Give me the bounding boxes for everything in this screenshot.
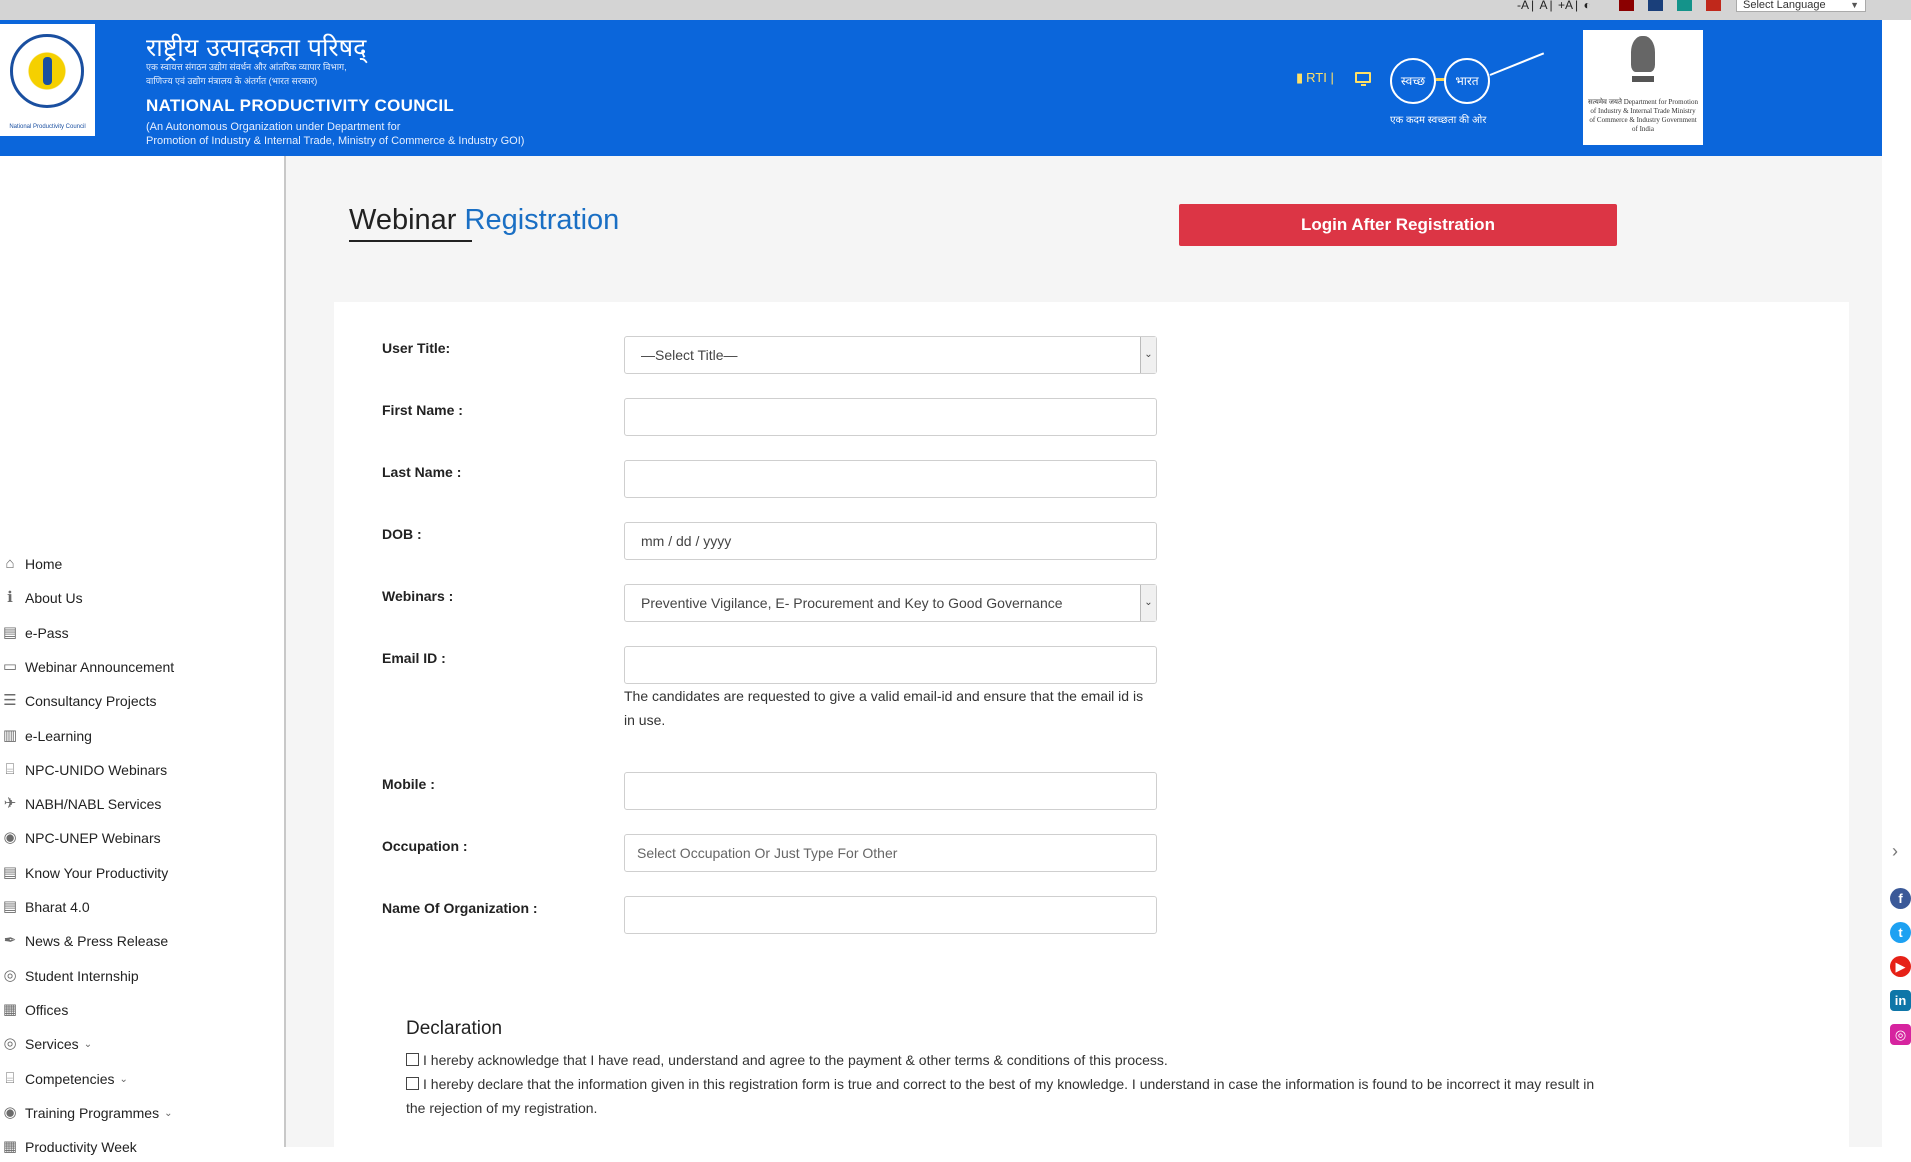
list-icon: ☰ [3, 692, 17, 709]
chevron-down-icon: ⌄ [164, 1107, 173, 1119]
document-icon: ▤ [2, 898, 18, 915]
rti-link[interactable]: ▮ RTI | [1296, 70, 1334, 85]
chevron-down-icon: ⌄ [1140, 337, 1156, 373]
building-icon: ▦ [2, 1001, 18, 1018]
declaration-acknowledge: I hereby acknowledge that I have read, understand and agree to the payment & other terms & conditions of this process. [406, 1048, 1606, 1072]
linkedin-icon[interactable]: in [1890, 990, 1911, 1011]
theme-swatch-blue[interactable] [1648, 0, 1663, 11]
sidebar-item-know-your-productivity[interactable] [0, 861, 168, 885]
document-icon: ▤ [2, 864, 18, 881]
sidebar-item-label: NABH/NABL Services [25, 796, 162, 812]
sidebar-item-label: Home [25, 556, 63, 572]
title-underline [349, 240, 472, 242]
user-title-label: User Title: [382, 340, 451, 356]
acknowledge-checkbox[interactable] [406, 1053, 419, 1066]
npc-emblem-icon [10, 34, 84, 108]
institution-icon: ⌸ [5, 1070, 15, 1087]
contrast-icon[interactable]: ◐ [1583, 0, 1591, 12]
lifebuoy-icon: ◎ [3, 967, 17, 984]
institution-icon: ⌸ [5, 761, 15, 778]
instagram-icon[interactable]: ◎ [1890, 1024, 1911, 1045]
dpiit-emblem: सत्यमेव जयते Department for Promotion of Industry & Internal Trade Ministry of Commerce & Industry Government of India [1583, 30, 1703, 145]
sidebar-item-webinar-announcement[interactable] [0, 655, 174, 679]
organization-input[interactable] [624, 896, 1157, 934]
sidebar-item-productivity-week[interactable] [0, 1135, 137, 1159]
compass-icon: ◉ [3, 1104, 17, 1121]
chevron-down-icon: ⌄ [119, 1073, 128, 1085]
sidebar-item-student-internship[interactable] [0, 964, 139, 988]
sidebar-item-news-press-release[interactable] [0, 929, 168, 953]
sidebar-item-bharat-4-0[interactable] [0, 895, 90, 919]
mobile-label: Mobile : [382, 776, 435, 792]
sidebar-item-label: Bharat 4.0 [25, 899, 90, 915]
hindi-title: राष्ट्रीय उत्पादकता परिषद् [146, 33, 367, 62]
calendar-icon: ▦ [2, 1138, 18, 1155]
decrease-font-button[interactable]: -A [1517, 0, 1529, 12]
webinars-select[interactable]: Preventive Vigilance, E- Procurement and Key to Good Governance ⌄ [624, 584, 1157, 622]
npc-logo[interactable]: National Productivity Council [0, 24, 95, 136]
map-icon: ▥ [2, 727, 18, 744]
theme-swatch-teal[interactable] [1677, 0, 1692, 11]
declare-checkbox[interactable] [406, 1077, 419, 1090]
plane-icon: ✈ [3, 795, 17, 812]
sidebar-item-label: About Us [25, 590, 83, 606]
info-icon: ℹ [7, 589, 13, 606]
sidebar-item-consultancy-projects[interactable] [0, 689, 157, 713]
sidebar-item-label: NPC-UNIDO Webinars [25, 762, 168, 778]
sidebar-item-e-pass[interactable] [0, 621, 69, 645]
site-title: NATIONAL PRODUCTIVITY COUNCIL [146, 96, 455, 115]
sidebar [0, 156, 286, 1155]
last-name-input[interactable] [624, 460, 1157, 498]
home-icon: ⌂ [5, 555, 15, 572]
sidebar-item-label: Webinar Announcement [25, 659, 175, 675]
font-size-controls: -A | A | +A | ◐ [1517, 0, 1591, 12]
sidebar-item-label: Student Internship [25, 968, 139, 984]
normal-font-button[interactable]: A [1539, 0, 1548, 12]
first-name-input[interactable] [624, 398, 1157, 436]
theme-swatch-red[interactable] [1619, 0, 1634, 11]
chevron-down-icon: ⌄ [83, 1038, 93, 1050]
sidebar-item-label: Training Programmes [25, 1105, 160, 1121]
webinars-label: Webinars : [382, 588, 454, 604]
sidebar-item-label: Services [25, 1036, 79, 1052]
registration-form [334, 302, 1849, 1162]
sidebar-item-npc-unep-webinars[interactable] [0, 826, 161, 850]
mobile-input[interactable] [624, 772, 1157, 810]
declaration-true-info: I hereby declare that the information given in this registration form is true and correct to the best of my knowledge. I understand in case the information is found to be incorrect it may result in the rejection of my registration. [406, 1076, 1595, 1116]
page-title: Webinar Registration [349, 204, 620, 236]
sidebar-item-label: e-Learning [25, 728, 92, 744]
sidebar-item-services[interactable] [0, 1032, 92, 1056]
sidebar-item-label: Competencies [25, 1071, 115, 1087]
sidebar-item-training-programmes[interactable] [0, 1101, 172, 1125]
sidebar-item-label: News & Press Release [25, 933, 169, 949]
login-after-registration-button[interactable]: Login After Registration [1179, 204, 1617, 246]
last-name-label: Last Name : [382, 464, 462, 480]
declaration-title: Declaration [406, 1018, 503, 1039]
chevron-right-icon[interactable]: › [1892, 841, 1898, 861]
sidebar-item-about-us[interactable] [0, 586, 83, 610]
national-emblem-icon [1627, 36, 1659, 92]
sidebar-item-label: Offices [25, 1002, 69, 1018]
pen-icon: ✒ [3, 932, 17, 949]
sidebar-item-npc-unido-webinars[interactable] [0, 758, 167, 782]
torch-icon: ▮ [1296, 70, 1304, 85]
compass-icon: ◉ [3, 829, 17, 846]
sidebar-item-offices[interactable] [0, 998, 68, 1022]
main-content [286, 156, 1882, 1147]
sidebar-item-label: Productivity Week [25, 1139, 137, 1155]
theme-swatch-orange[interactable] [1706, 0, 1721, 11]
sidebar-item-home[interactable] [0, 552, 62, 576]
lifebuoy-icon: ◎ [3, 1035, 17, 1052]
chevron-down-icon: ⌄ [1140, 585, 1156, 621]
swachh-bharat-logo: स्वच्छ भारत एक कदम स्वच्छता की ओर [1386, 46, 1556, 126]
email-input[interactable] [624, 646, 1157, 684]
monitor-icon[interactable] [1355, 72, 1371, 83]
chevron-down-icon: ▼ [1850, 0, 1859, 10]
increase-font-button[interactable]: +A [1557, 0, 1573, 12]
sidebar-item-nabh-nabl-services[interactable] [0, 792, 161, 816]
facebook-icon[interactable]: f [1890, 888, 1911, 909]
document-icon: ▤ [2, 624, 18, 641]
monitor-icon: ▭ [2, 658, 18, 675]
sidebar-item-label: NPC-UNEP Webinars [25, 830, 161, 846]
sidebar-item-label: Know Your Productivity [25, 865, 169, 881]
occupation-label: Occupation : [382, 838, 468, 854]
email-label: Email ID : [382, 650, 446, 666]
hindi-subtitle: एक स्वायत्त संगठन उद्योग संवर्धन और आंतरिक व्यापार विभाग, वाणिज्य एवं उद्योग मंत्रालय के अंतर्गत (भारत सरकार) [146, 62, 347, 86]
user-title-select[interactable]: —Select Title— ⌄ [624, 336, 1157, 374]
sidebar-item-label: Consultancy Projects [25, 693, 157, 709]
sidebar-item-competencies[interactable] [0, 1067, 128, 1091]
site-subtitle: (An Autonomous Organization under Department for Promotion of Industry & Internal Trade, Ministry of Commerce & Industry GOI) [146, 121, 525, 147]
organization-label: Name Of Organization : [382, 900, 538, 916]
first-name-label: First Name : [382, 402, 463, 418]
language-select[interactable]: Select Language ▼ [1736, 0, 1866, 12]
dob-label: DOB : [382, 526, 422, 542]
sidebar-item-label: e-Pass [25, 625, 69, 641]
sidebar-item-e-learning[interactable] [0, 724, 92, 748]
youtube-icon[interactable]: ▶ [1890, 956, 1911, 977]
dob-input[interactable]: mm / dd / yyyy [624, 522, 1157, 560]
twitter-icon[interactable]: t [1890, 922, 1911, 943]
occupation-input[interactable]: Select Occupation Or Just Type For Other [624, 834, 1157, 872]
email-help-text: The candidates are requested to give a valid email-id and ensure that the email id is in use. [624, 688, 1144, 728]
